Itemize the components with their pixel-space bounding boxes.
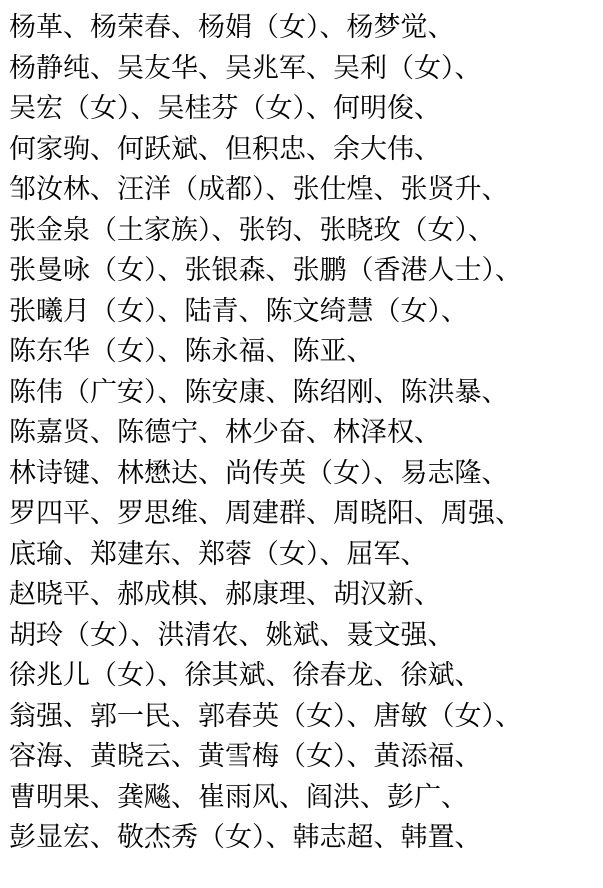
text-line-19: 容海、黄晓云、黄雪梅（女）、黄添福、 (9, 741, 482, 772)
text-line-17: 徐兆儿（女）、徐其斌、徐春龙、徐斌、 (9, 660, 482, 691)
text-line-1: 杨革、杨荣春、杨娟（女）、杨梦觉、 (9, 12, 455, 43)
text-line-13: 罗四平、罗思维、周建群、周晓阳、周强、 (9, 498, 522, 529)
text-line-15: 赵晓平、郝成棋、郝康理、胡汉新、 (9, 579, 441, 610)
text-line-4: 何家驹、何跃斌、但积忠、余大伟、 (9, 133, 441, 165)
text-line-6: 张金泉（土家族）、张钧、张晓玫（女）、 (9, 214, 495, 246)
text-line-10: 陈伟（广安）、陈安康、陈绍刚、陈洪暴、 (9, 376, 509, 408)
text-line-20: 曹明果、龚飚、崔雨风、阎洪、彭广、 (9, 781, 468, 813)
text-line-16: 胡玲（女）、洪清农、姚斌、聂文强、 (9, 619, 455, 651)
text-line-3: 吴宏（女）、吴桂芬（女）、何明俊、 (9, 93, 441, 124)
text-line-5: 邹汝林、汪洋（成都）、张仕煌、张贤升、 (9, 174, 509, 205)
text-line-14: 底瑜、郑建东、郑蓉（女）、屈军、 (9, 538, 428, 570)
text-line-12: 林诗键、林懋达、尚传英（女）、易志隆、 (9, 457, 509, 489)
text-line-7: 张曼咏（女）、张银森、张鹏（香港人士）、 (9, 255, 522, 286)
text-line-18: 翁强、郭一民、郭春英（女）、唐敏（女）、 (9, 700, 522, 732)
text-line-11: 陈嘉贤、陈德宁、林少奋、林泽权、 (9, 417, 441, 448)
text-line-9: 陈东华（女）、陈永福、陈亚、 (9, 336, 374, 367)
text-line-2: 杨静纯、吴友华、吴兆军、吴利（女）、 (9, 52, 482, 84)
text-line-21: 彭显宏、敬杰秀（女）、韩志超、韩置、 (9, 822, 482, 853)
text-line-8: 张曦月（女）、陆青、陈文绮慧（女）、 (9, 295, 468, 327)
name-list-document (9, 8, 599, 859)
